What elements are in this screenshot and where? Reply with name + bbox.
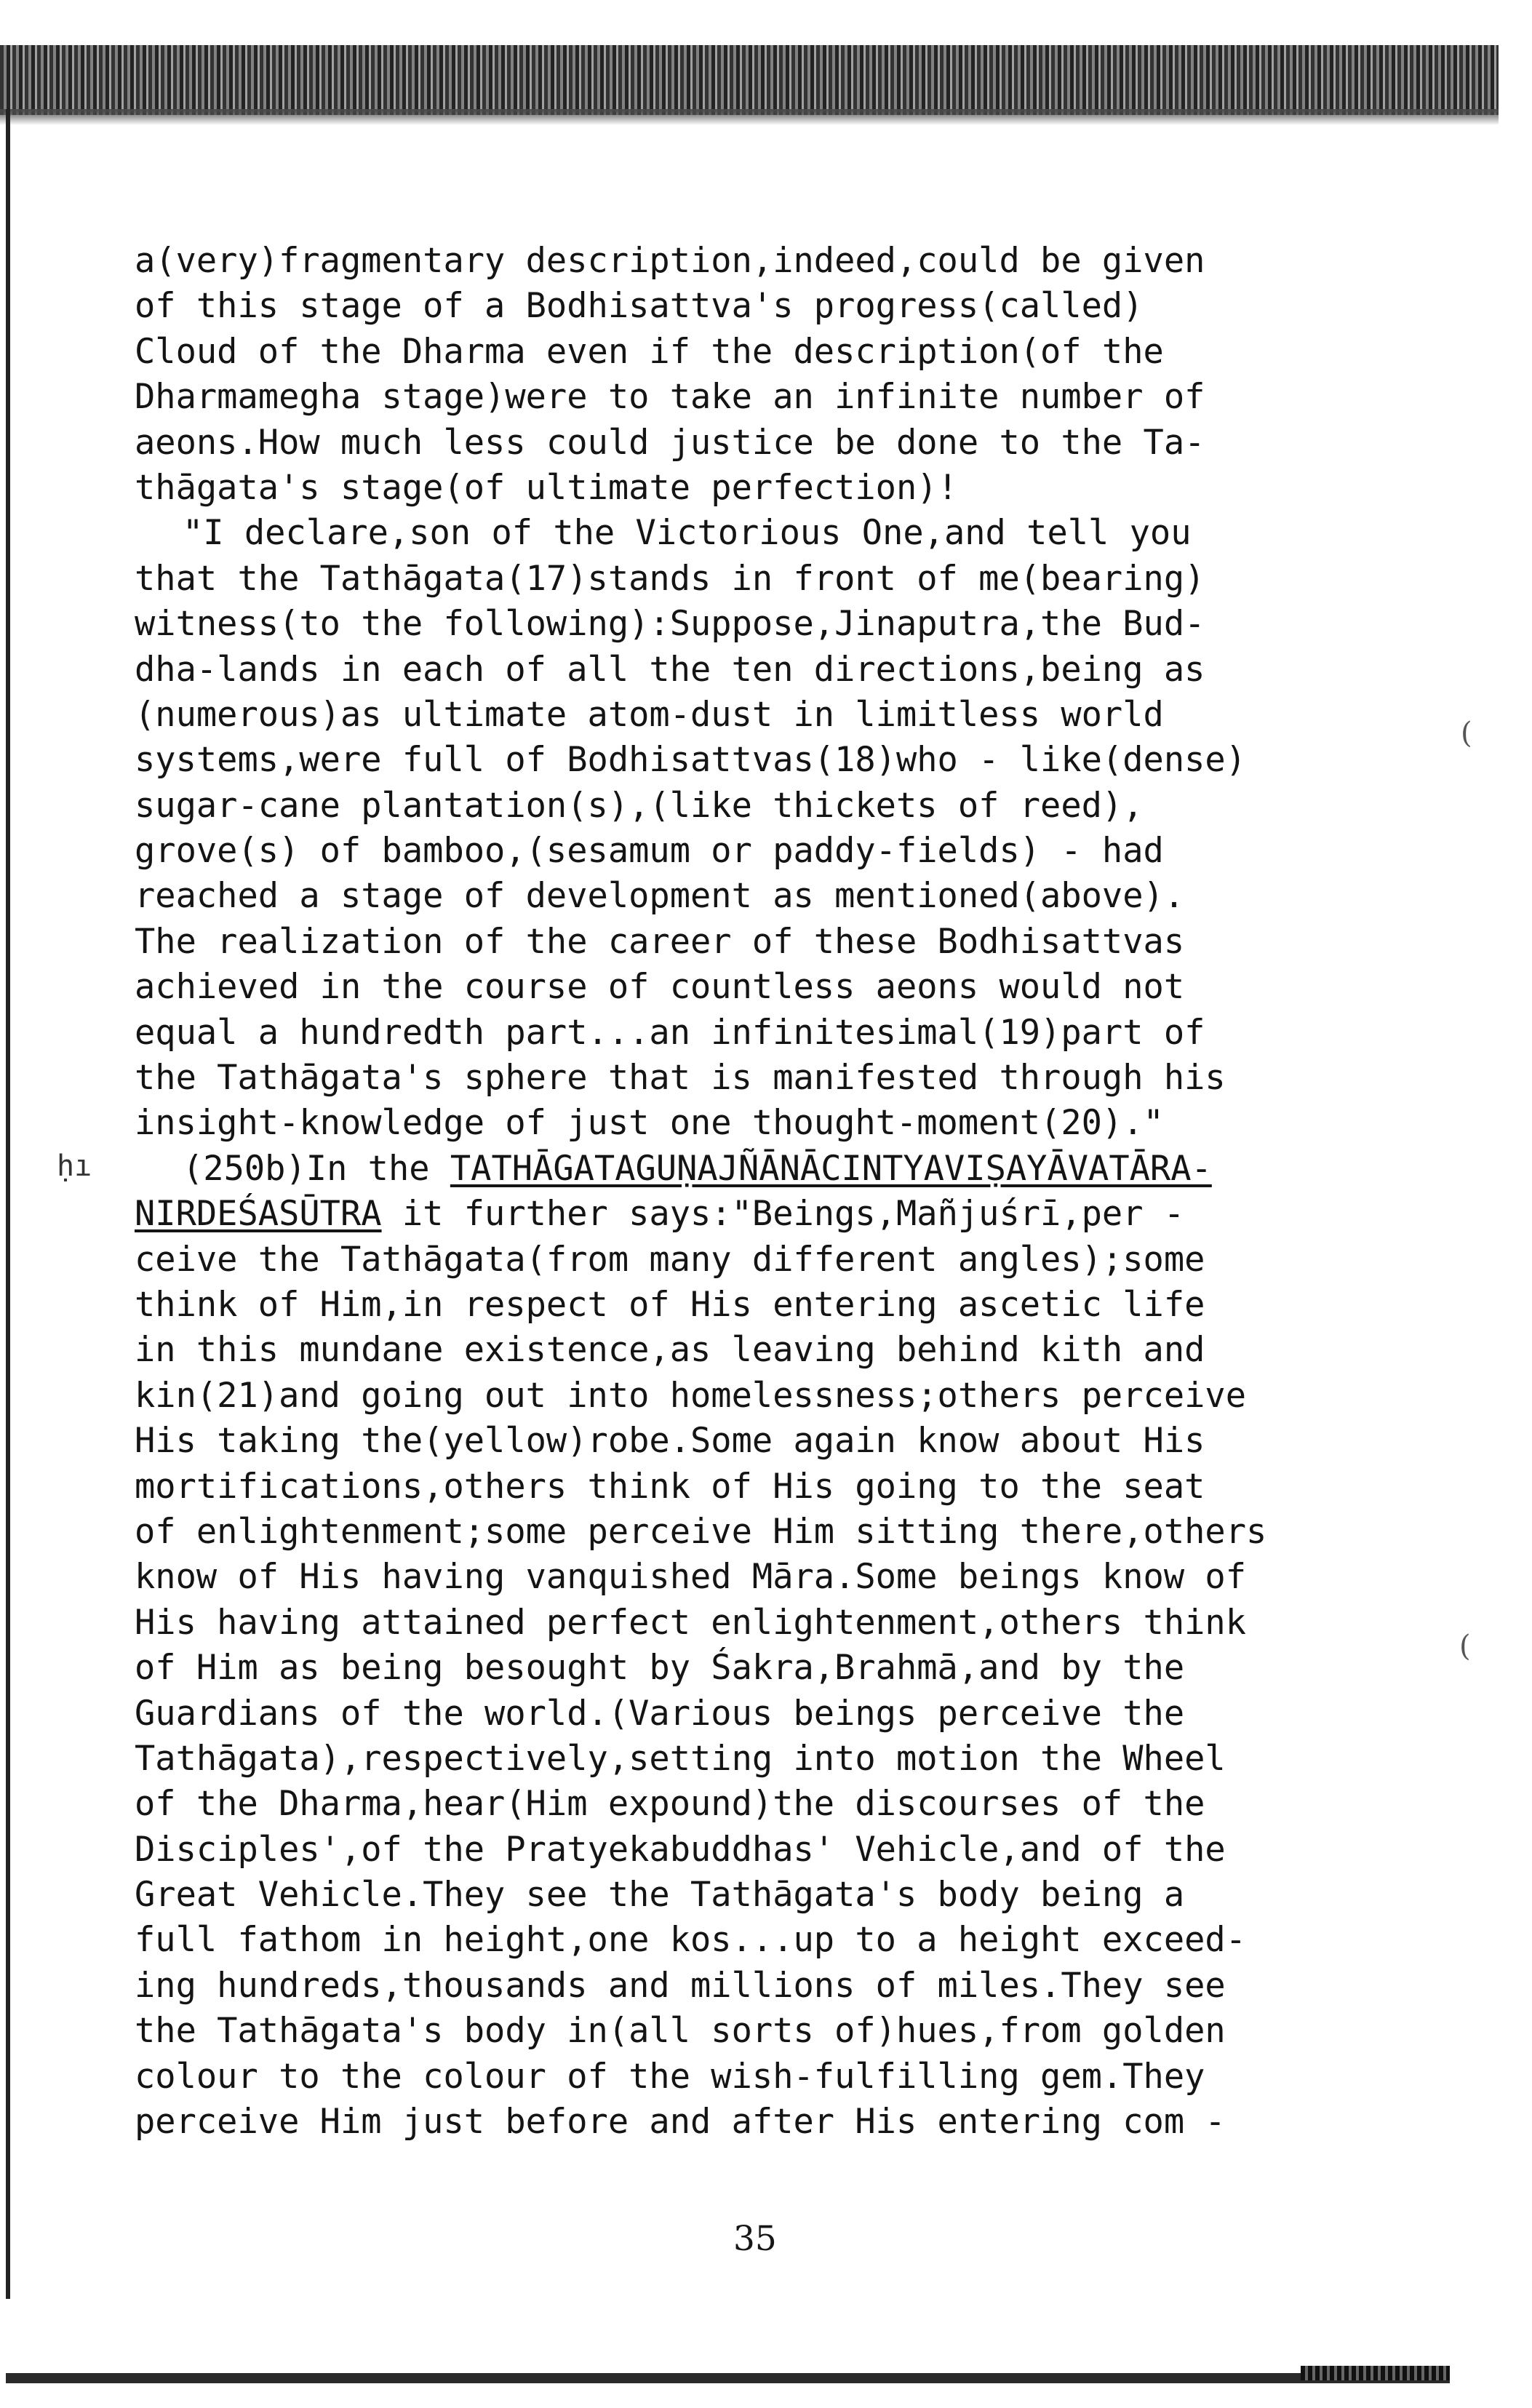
text-line: ceive the Tathāgata(from many different angles);some (135, 1239, 1205, 1280)
text-line: achieved in the course of countless aeons would not (135, 967, 1185, 1008)
text-line: (numerous)as ultimate atom-dust in limitless world (135, 694, 1164, 735)
text-line: mortifications,others think of His going to the seat (135, 1466, 1205, 1507)
text-line: The realization of the career of these Bodhisattvas (135, 921, 1185, 962)
text-line: grove(s) of bamboo,(sesamum or paddy-fields) - had (135, 831, 1164, 872)
text-line: witness(to the following):Suppose,Jinaputra,the Bud- (135, 604, 1205, 645)
text-line: Guardians of the world.(Various beings perceive the (135, 1693, 1185, 1734)
text-line: Disciples',of the Pratyekabuddhas' Vehicle,and of the (135, 1829, 1226, 1870)
text-line: reached a stage of development as mentioned(above). (135, 876, 1185, 917)
text-line: full fathom in height,one kos...up to a height exceed- (135, 1920, 1247, 1961)
text-fragment: (250b)In the (183, 1148, 450, 1189)
text-line: kin(21)and going out into homelessness;others perceive (135, 1375, 1247, 1416)
scan-speck: ( (1459, 1630, 1471, 1663)
sutra-title-part-1: TATHĀGATAGUṆAJÑĀNĀCINTYAVIṢAYĀVATĀRA- (450, 1148, 1212, 1189)
margin-note: ḥı (57, 1149, 92, 1183)
text-line: that the Tathāgata(17)stands in front of me(bearing) (135, 558, 1205, 599)
text-line: Tathāgata),respectively,setting into motion the Wheel (135, 1738, 1226, 1779)
text-fragment: it further says:"Beings,Mañjuśrī,per - (381, 1194, 1185, 1235)
page-number: 35 (733, 2219, 777, 2259)
scan-shadow-top (0, 109, 1499, 125)
text-line: of this stage of a Bodhisattva's progress(called) (135, 286, 1144, 327)
text-line: "I declare,son of the Victorious One,and tell you (183, 513, 1192, 554)
scan-edge-bottom (6, 2373, 1450, 2383)
text-line: His having attained perfect enlightenment,others think (135, 1602, 1247, 1643)
text-line: know of His having vanquished Māra.Some beings know of (135, 1557, 1247, 1598)
text-line: ing hundreds,thousands and millions of miles.They see (135, 1965, 1226, 2006)
text-line: the Tathāgata's sphere that is manifested through his (135, 1058, 1226, 1099)
text-line: of Him as being besought by Śakra,Brahmā,and by the (135, 1648, 1185, 1689)
text-line: think of Him,in respect of His entering ascetic life (135, 1284, 1205, 1325)
text-line: Great Vehicle.They see the Tathāgata's body being a (135, 1875, 1185, 1915)
text-line: dha-lands in each of all the ten directions,being as (135, 649, 1205, 690)
text-line: of enlightenment;some perceive Him sitting there,others (135, 1511, 1267, 1552)
text-line: Cloud of the Dharma even if the description(of the (135, 331, 1164, 372)
scan-edge-top (0, 45, 1499, 115)
text-line: sugar-cane plantation(s),(like thickets of reed), (135, 785, 1144, 826)
text-line: a(very)fragmentary description,indeed,could be given (135, 241, 1205, 281)
sutra-title-part-2: NIRDEŚASŪTRA (135, 1194, 382, 1235)
text-line-sutra-title-start (135, 1147, 1386, 1192)
text-line: thāgata's stage(of ultimate perfection)! (135, 467, 958, 508)
text-line: aeons.How much less could justice be done to the Ta- (135, 422, 1205, 463)
text-line: equal a hundredth part...an infinitesimal(19)part of (135, 1012, 1205, 1053)
text-line: of the Dharma,hear(Him expound)the discourses of the (135, 1784, 1205, 1825)
page-body (135, 239, 1386, 2145)
text-line: perceive Him just before and after His entering com - (135, 2102, 1226, 2142)
text-line: the Tathāgata's body in(all sorts of)hues,from golden (135, 2011, 1226, 2052)
text-line-sutra-title-end (135, 1192, 1386, 1237)
text-line: insight-knowledge of just one thought-moment(20)." (135, 1103, 1164, 1144)
scan-edge-left (6, 109, 10, 2299)
scan-speck: ( (1461, 717, 1472, 750)
text-line: systems,were full of Bodhisattvas(18)who - like(dense) (135, 740, 1247, 781)
text-line: Dharmamegha stage)were to take an infinite number of (135, 377, 1205, 418)
text-line: His taking the(yellow)robe.Some again know about His (135, 1421, 1205, 1462)
text-line: in this mundane existence,as leaving behind kith and (135, 1330, 1205, 1371)
text-line: colour to the colour of the wish-fulfilling gem.They (135, 2056, 1205, 2097)
